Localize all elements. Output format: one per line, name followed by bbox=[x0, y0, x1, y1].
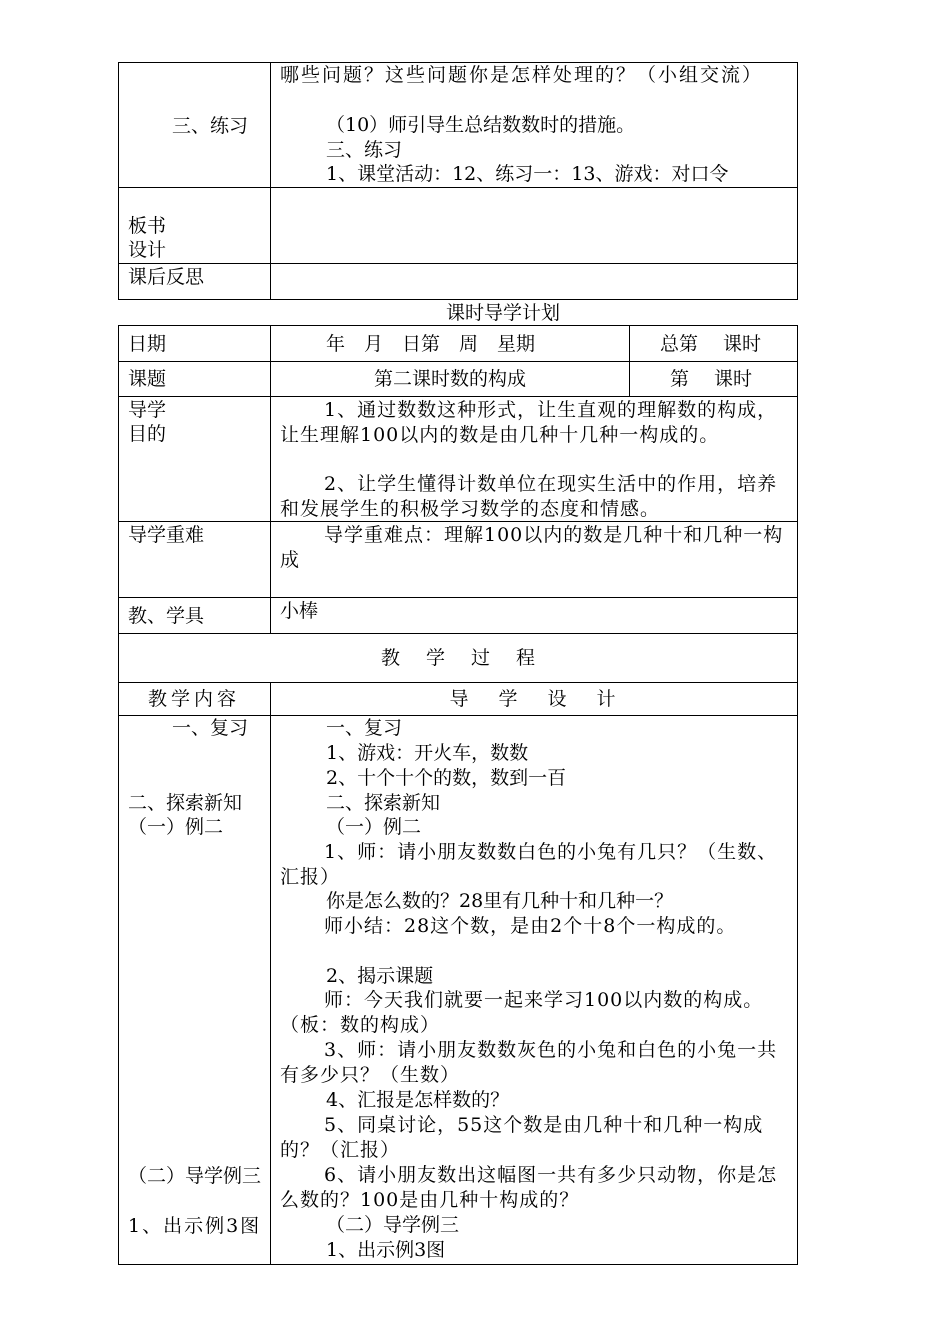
left-explore: 二、探索新知 bbox=[128, 792, 243, 814]
line-how-count: 你是怎么数的？28里有几种十和几种一？ bbox=[326, 890, 674, 912]
goal-label-1: 导学 bbox=[128, 399, 167, 421]
topic-label: 课题 bbox=[128, 368, 167, 390]
line-explore: 二、探索新知 bbox=[326, 792, 441, 814]
line-summary-28: 师小结：28这个数，是由2个十8个一构成的。 bbox=[324, 915, 737, 937]
reflection-label: 课后反思 bbox=[128, 266, 205, 288]
line-game: 1、游戏：开火车，数数 bbox=[326, 742, 529, 764]
process-heading: 教学过程 bbox=[380, 647, 561, 669]
topic-value: 第二课时数的构成 bbox=[373, 368, 526, 390]
line-discuss-55: 5、同桌讨论，55这个数是由几种十和几种一构成的？（汇报） bbox=[280, 1114, 764, 1161]
left-example-two: （一）例二 bbox=[128, 816, 224, 838]
practice-line-4: 1、课堂活动：12、练习一：13、游戏：对口令 bbox=[326, 163, 729, 185]
line-show-figure: 1、出示例3图 bbox=[326, 1239, 446, 1261]
practice-section-label: 三、练习 bbox=[172, 115, 249, 137]
difficulty-label: 导学重难 bbox=[128, 524, 205, 546]
lesson-number-label: 第 课时 bbox=[670, 368, 753, 390]
info-hline-4 bbox=[118, 597, 798, 598]
left-review: 一、复习 bbox=[172, 717, 249, 739]
line-reveal-topic: 2、揭示课题 bbox=[326, 965, 434, 987]
line-count-by-ten: 2、十个十个的数，数到一百 bbox=[326, 767, 567, 789]
board-design-label-2: 设计 bbox=[128, 239, 167, 261]
difficulty-text: 导学重难点：理解100以内的数是几种十和几种一构成 bbox=[280, 524, 784, 571]
goal-label-2: 目的 bbox=[128, 423, 167, 445]
top-table-divider bbox=[270, 62, 271, 300]
process-vline bbox=[270, 682, 271, 1265]
plan-title: 课时导学计划 bbox=[446, 302, 561, 324]
process-col-right: 导学设计 bbox=[449, 688, 646, 710]
board-design-label-1: 板书 bbox=[128, 215, 167, 237]
tools-value: 小棒 bbox=[280, 600, 319, 622]
top-table-row-reflection bbox=[118, 263, 798, 300]
info-hline-1 bbox=[118, 361, 798, 362]
total-lesson-label: 总第 课时 bbox=[660, 333, 762, 355]
top-table-row-board bbox=[118, 187, 798, 264]
date-label: 日期 bbox=[128, 333, 167, 355]
goal-text-1: 1、通过数数这种形式，让生直观的理解数的构成，让生理解100以内的数是由几种十几种一构成的。 bbox=[280, 399, 778, 446]
line-count-animals: 6、请小朋友数出这幅图一共有多少只动物，你是怎么数的？100是由几种十构成的？ bbox=[280, 1164, 778, 1211]
line-report-method: 4、汇报是怎样数的？ bbox=[326, 1089, 510, 1111]
date-value: 年 月 日第 周 星期 bbox=[326, 333, 536, 355]
line-count-grey: 3、师：请小朋友数数灰色的小兔和白色的小兔一共有多少只？（生数） bbox=[280, 1039, 778, 1086]
process-hline-1 bbox=[118, 682, 798, 683]
line-review: 一、复习 bbox=[326, 717, 403, 739]
tools-label: 教、学具 bbox=[128, 605, 205, 627]
process-col-left: 教学内容 bbox=[147, 688, 240, 710]
practice-line-3: 三、练习 bbox=[326, 139, 403, 161]
info-vline-right bbox=[629, 325, 630, 397]
goal-text-2: 2、让学生懂得计数单位在现实生活中的作用，培养和发展学生的积极学习数学的态度和情感。 bbox=[280, 473, 778, 520]
line-example-three: （二）导学例三 bbox=[326, 1214, 460, 1236]
line-today-learn: 师：今天我们就要一起来学习100以内数的构成。（板：数的构成） bbox=[280, 989, 764, 1036]
info-hline-3 bbox=[118, 521, 798, 522]
line-example-two: （一）例二 bbox=[326, 816, 422, 838]
left-show-figure: 1、出示例3图 bbox=[128, 1215, 262, 1237]
practice-line-1: 哪些问题？这些问题你是怎样处理的？（小组交流） bbox=[280, 64, 764, 86]
line-teacher-count-white: 1、师：请小朋友数数白色的小兔有几只？（生数、汇报） bbox=[280, 841, 778, 888]
practice-line-2: （10）师引导生总结数数时的措施。 bbox=[326, 114, 636, 136]
info-hline-2 bbox=[118, 396, 798, 397]
left-example-three: （二）导学例三 bbox=[128, 1165, 262, 1187]
